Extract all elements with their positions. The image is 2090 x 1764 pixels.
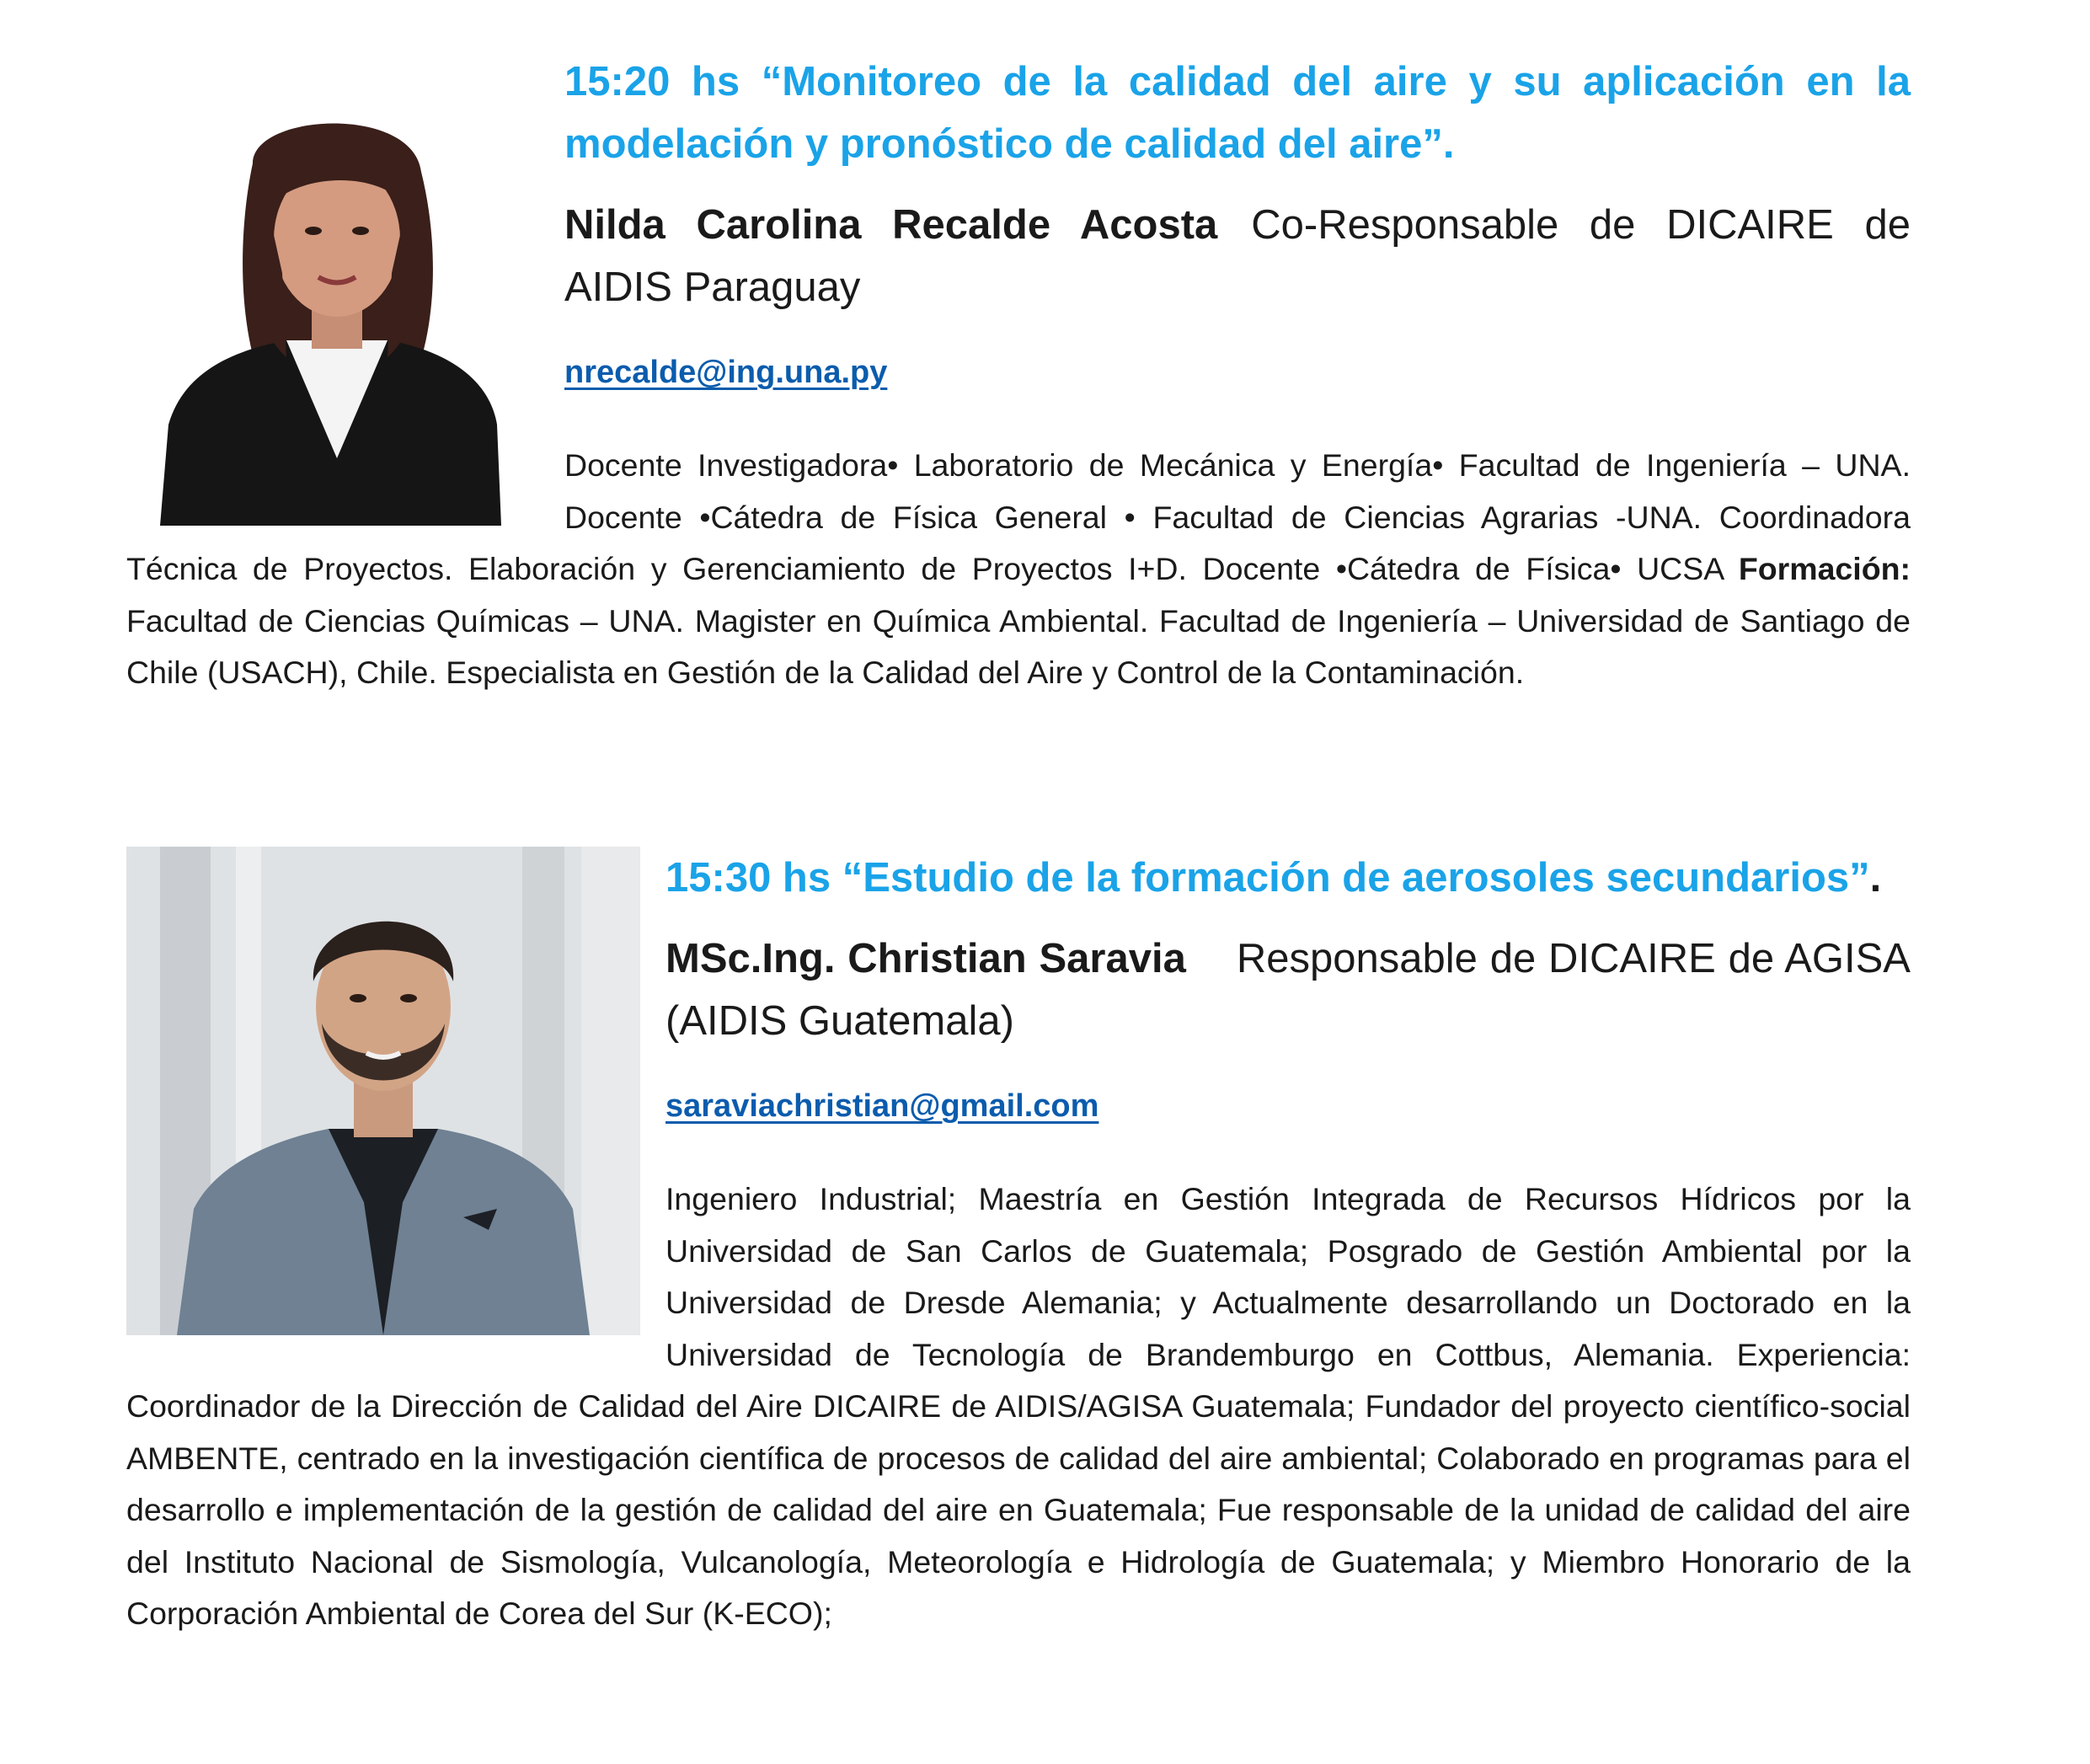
talk-title-text: 15:20 hs “Monitoreo de la calidad del aire y su aplicación en la modelación y pronóstico de calidad del aire”. <box>564 59 1911 167</box>
speaker-photo-saravia <box>126 847 640 1335</box>
speaker-name: Nilda Carolina Recalde Acosta <box>564 202 1218 248</box>
talk-entry-recalde <box>126 51 1911 699</box>
speaker-photo-recalde <box>160 104 514 526</box>
speaker-name: MSc.Ing. Christian Saravia <box>665 936 1186 981</box>
bio-text-part2: Facultad de Ciencias Químicas – UNA. Magister en Química Ambiental. Facultad de Ingeniería – Universidad de Santiago de Chile (USACH), Chile. Especialista en Gestión de la Calidad del Aire y Control de la Contaminación. <box>126 602 1911 690</box>
speaker-role: Responsable de DICAIRE de AGISA (AIDIS Guatemala) <box>665 936 1911 1044</box>
speaker-bio: Ingeniero Industrial; Maestría en Gestión Integrada de Recursos Hídricos por la Universidad de San Carlos de Guatemala; Posgrado de Gestión Ambiental por la Universidad de Dresde Alemania; y Actualmente desarrollando un Doctorado en la Universidad de Tecnología de Brandemburgo en Cottbus, Alemania. Experiencia: Coordinador de la Dirección de Calidad del Aire DICAIRE de AIDIS/AGISA Guatemala; Fundador del proyecto científico-social AMBENTE, centrado en la investigación científica de procesos de calidad del aire ambiental; Colaborado en programas para el desarrollo e implementación de la gestión de calidad del aire en Guatemala; Fue responsable de la unidad de calidad del aire del Instituto Nacional de Sismología, Vulcanología, Meteorología e Hidrología de Guatemala; y Miembro Honorario de la Corporación Ambiental de Corea del Sur (K-ECO); <box>126 1181 1911 1631</box>
portrait-woman-image <box>160 104 514 526</box>
talk-entry-saravia <box>126 847 1911 1640</box>
speaker-role: Co-Responsable de DICAIRE de AIDIS Paraguay <box>564 202 1911 310</box>
speaker-email-link[interactable]: nrecalde@ing.una.py <box>564 355 888 390</box>
portrait-man-image <box>126 847 640 1335</box>
bio-formacion-label: Formación: <box>1738 551 1911 586</box>
bio-text-part1: Docente Investigadora• Laboratorio de Mecánica y Energía• Facultad de Ingeniería – UNA. Docente •Cátedra de Física General • Facultad de Ciencias Agrarias -UNA. Coordinadora Técnica de Proyectos. Elaboración y Gerenciamiento de Proyectos I+D. Docente •Cátedra de Física• UCSA <box>126 447 1911 586</box>
talk-title-text: 15:30 hs “Estudio de la formación de aerosoles secundarios” <box>665 855 1870 901</box>
speaker-email-link[interactable]: saraviachristian@gmail.com <box>665 1088 1099 1124</box>
talk-title-end: . <box>1869 855 1882 901</box>
